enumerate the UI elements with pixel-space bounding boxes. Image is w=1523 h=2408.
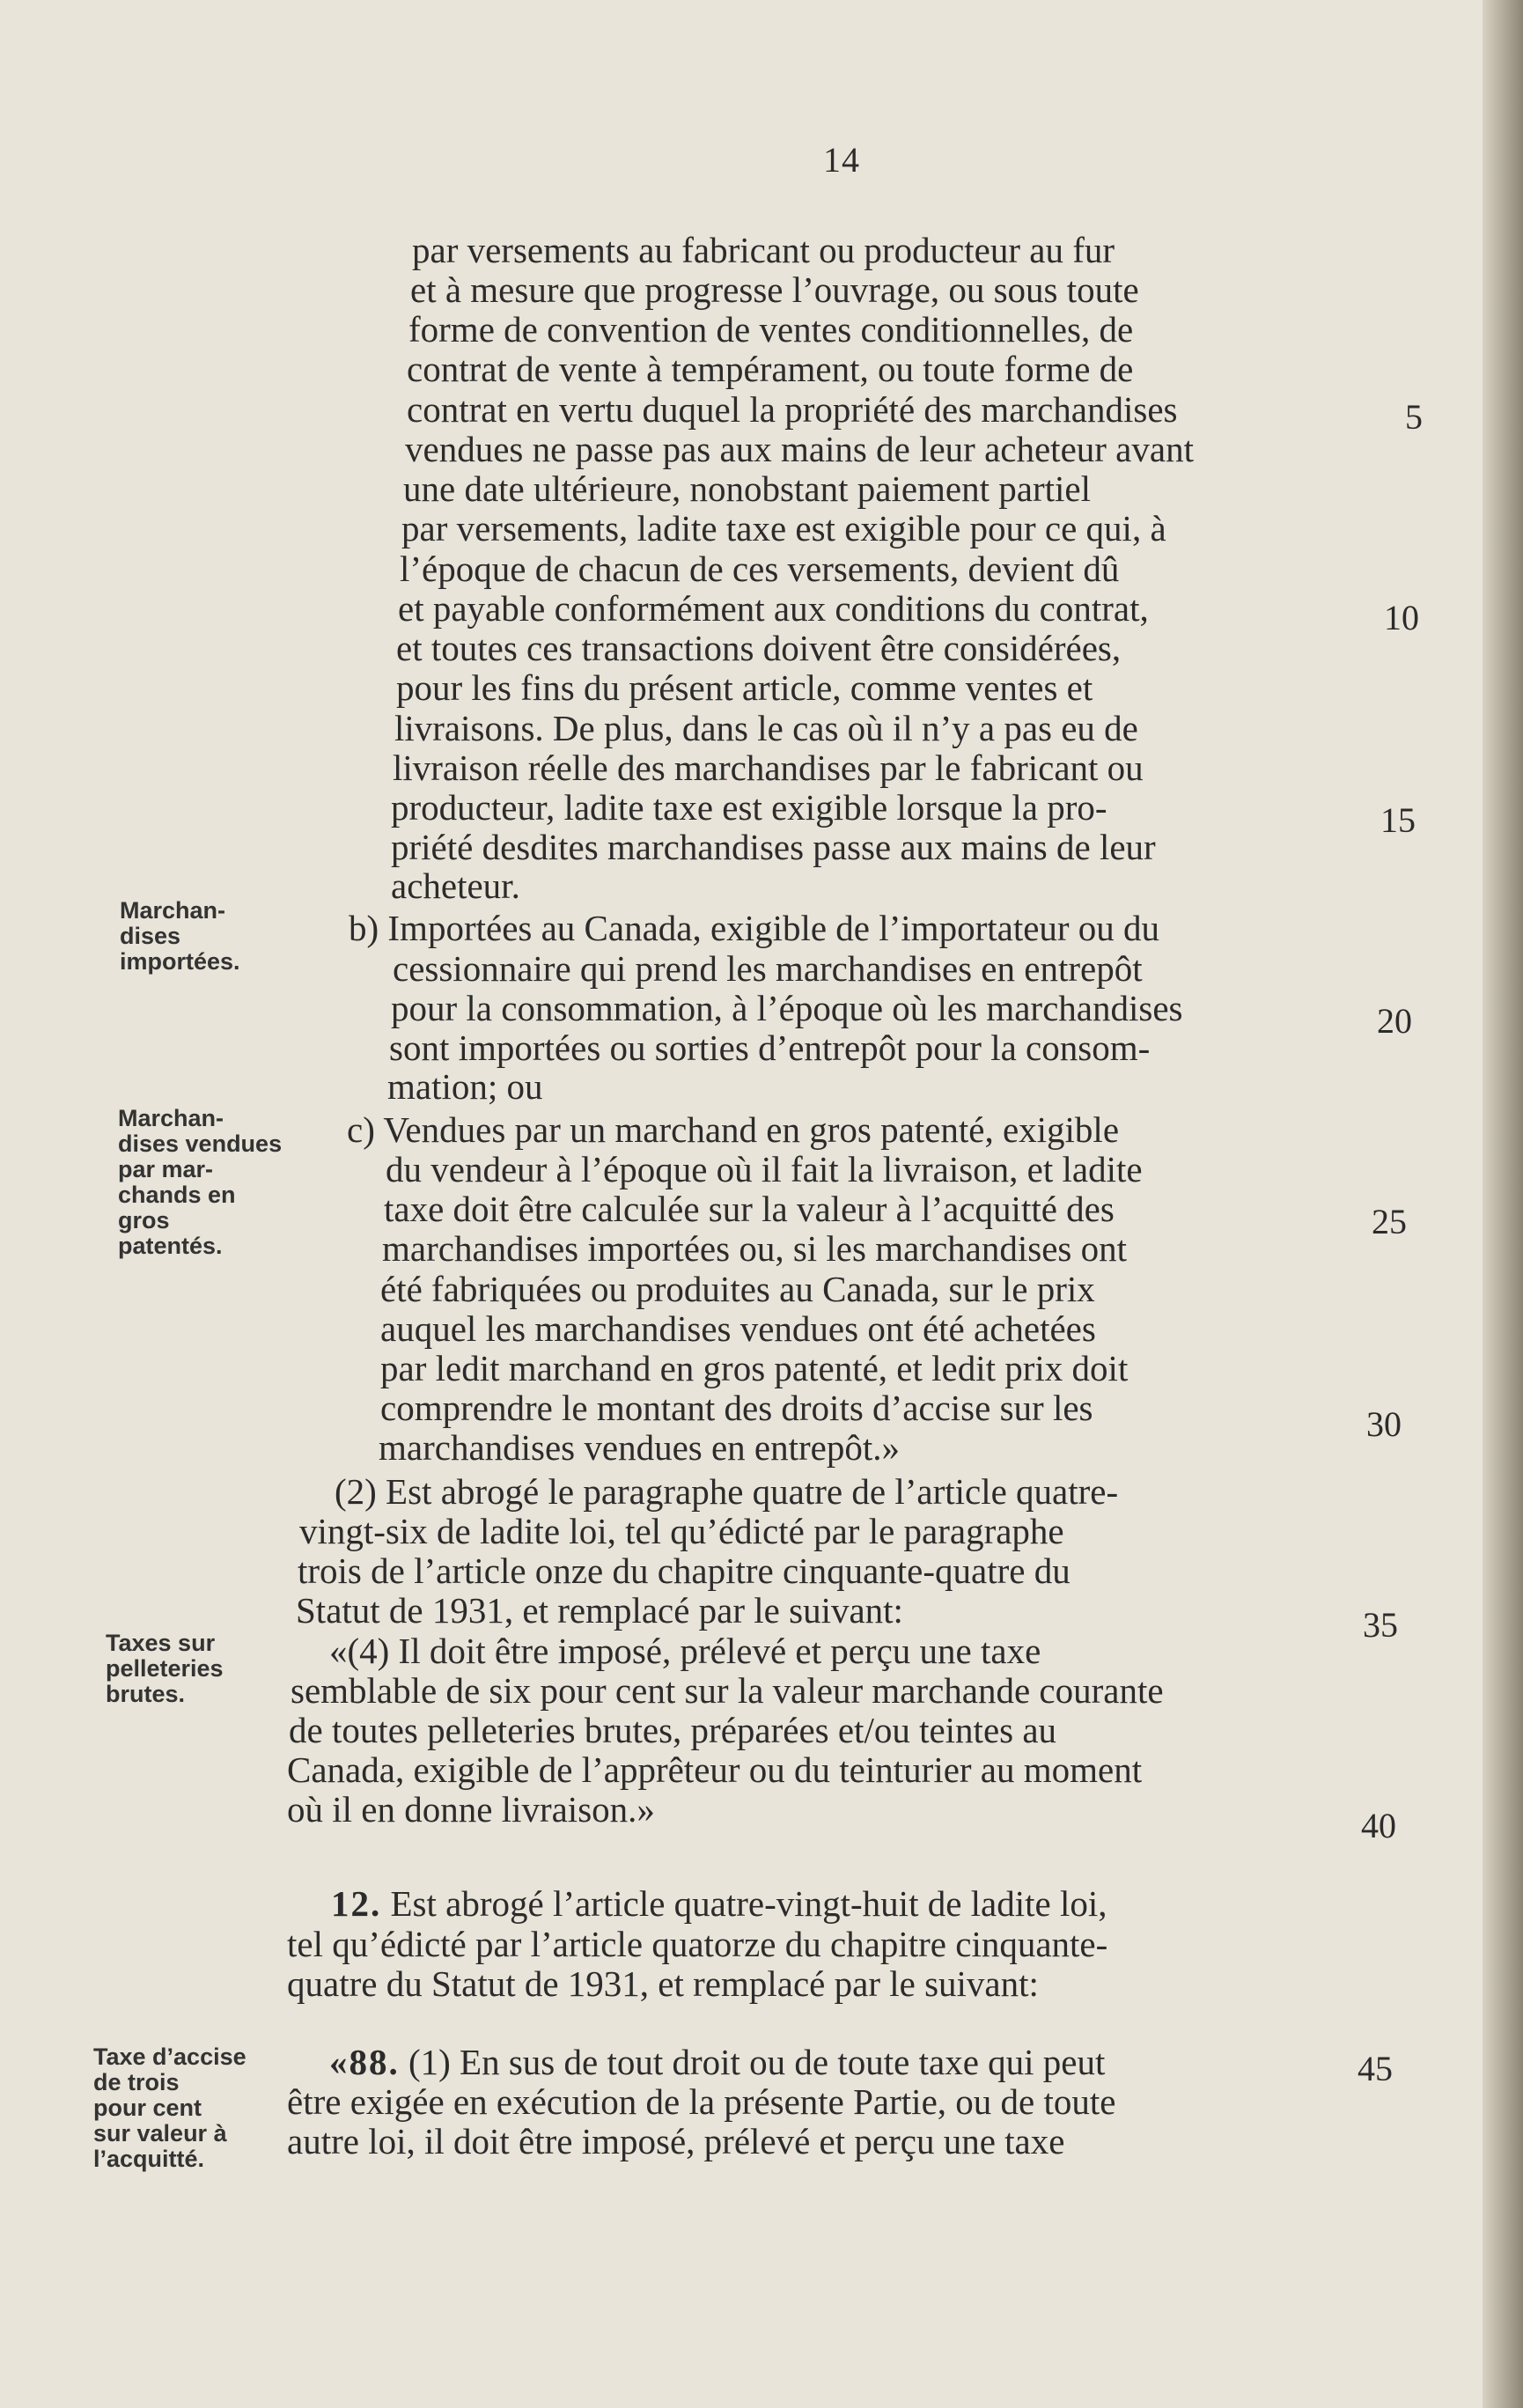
text-line: être exigée en exécution de la présente Partie, ou de toute bbox=[287, 2081, 1116, 2122]
text-line: mation; ou bbox=[387, 1066, 543, 1107]
line-number: 5 bbox=[1405, 397, 1423, 437]
line-number: 35 bbox=[1363, 1605, 1398, 1645]
line-number: 25 bbox=[1372, 1202, 1407, 1241]
text-line: Canada, exigible de l’apprêteur ou du teinturier au moment bbox=[287, 1749, 1143, 1790]
text-line: (2) Est abrogé le paragraphe quatre de l’article quatre- bbox=[335, 1471, 1119, 1512]
text-line: taxe doit être calculée sur la valeur à l’acquitté des bbox=[384, 1189, 1115, 1229]
margin-note-line: importées. bbox=[120, 948, 240, 975]
text-line: auquel les marchandises vendues ont été achetées bbox=[380, 1308, 1096, 1349]
text-line: du vendeur à l’époque où il fait la livraison, et ladite bbox=[386, 1149, 1143, 1189]
text-line: pour la consommation, à l’époque où les marchandises bbox=[391, 988, 1183, 1028]
margin-note-line: pour cent bbox=[93, 2095, 202, 2121]
text-line: Statut de 1931, et remplacé par le suivant: bbox=[296, 1590, 903, 1631]
text-line: l’époque de chacun de ces versements, devient dû bbox=[400, 549, 1120, 589]
margin-note-line: par mar- bbox=[118, 1156, 214, 1182]
text-line: marchandises importées ou, si les marchandises ont bbox=[382, 1228, 1127, 1269]
line-number: 40 bbox=[1361, 1806, 1396, 1845]
text-line: vendues ne passe pas aux mains de leur acheteur avant bbox=[405, 429, 1194, 469]
text-line: acheteur. bbox=[391, 865, 520, 906]
margin-note-imported-goods bbox=[120, 898, 240, 975]
text-line: par versements au fabricant ou producteur au fur bbox=[412, 230, 1115, 270]
text-line: comprendre le montant des droits d’accise sur les bbox=[380, 1388, 1093, 1428]
text-line: «(4) Il doit être imposé, prélevé et perçu une taxe bbox=[329, 1631, 1041, 1671]
margin-note-wholesale-goods bbox=[118, 1106, 282, 1259]
page-number: 14 bbox=[823, 140, 860, 180]
margin-note-line: Taxe d’accise bbox=[93, 2043, 246, 2070]
text-line: et toutes ces transactions doivent être considérées, bbox=[396, 628, 1122, 668]
text-line: forme de convention de ventes conditionnelles, de bbox=[408, 309, 1134, 350]
text-line: de toutes pelleteries brutes, préparées et/ou teintes au bbox=[289, 1710, 1057, 1750]
section-text: (1) En sus de tout droit ou de toute taxe qui peut bbox=[408, 2042, 1106, 2082]
line-number: 45 bbox=[1357, 2049, 1393, 2088]
margin-note-raw-furs bbox=[106, 1631, 224, 1707]
margin-note-line: Taxes sur bbox=[106, 1630, 216, 1656]
text-line: vingt-six de ladite loi, tel qu’édicté par le paragraphe bbox=[299, 1511, 1064, 1551]
text-line: été fabriquées ou produites au Canada, sur le prix bbox=[380, 1269, 1095, 1309]
text-line: semblable de six pour cent sur la valeur marchande courante bbox=[291, 1670, 1164, 1711]
margin-note-line: gros bbox=[118, 1207, 170, 1233]
margin-note-line: pelleteries bbox=[106, 1655, 224, 1682]
text-line: trois de l’article onze du chapitre cinquante-quatre du bbox=[298, 1550, 1071, 1591]
margin-note-excise-tax bbox=[93, 2044, 246, 2172]
text-line: c) Vendues par un marchand en gros patenté, exigible bbox=[347, 1109, 1120, 1150]
text-line: autre loi, il doit être imposé, prélevé et perçu une taxe bbox=[287, 2121, 1065, 2161]
text-line: et à mesure que progresse l’ouvrage, ou sous toute bbox=[410, 269, 1139, 310]
text-line: par versements, ladite taxe est exigible pour ce qui, à bbox=[401, 508, 1166, 549]
text-line: par ledit marchand en gros patenté, et ledit prix doit bbox=[380, 1348, 1129, 1388]
text-line: et payable conformément aux conditions du contrat, bbox=[398, 588, 1149, 629]
text-line: contrat de vente à tempérament, ou toute forme de bbox=[407, 349, 1134, 389]
line-number: 10 bbox=[1384, 598, 1419, 637]
text-line-section-12 bbox=[331, 1884, 1107, 1923]
text-line: livraisons. De plus, dans le cas où il n’y a pas eu de bbox=[394, 708, 1138, 748]
line-number: 30 bbox=[1366, 1404, 1402, 1444]
text-line: marchandises vendues en entrepôt.» bbox=[379, 1427, 901, 1468]
text-line: où il en donne livraison.» bbox=[287, 1789, 655, 1830]
text-line: sont importées ou sorties d’entrepôt pour la consom- bbox=[389, 1027, 1151, 1068]
text-line: quatre du Statut de 1931, et remplacé par le suivant: bbox=[287, 1963, 1039, 2004]
text-line: livraison réelle des marchandises par le fabricant ou bbox=[393, 747, 1144, 788]
text-line: priété desdites marchandises passe aux mains de leur bbox=[391, 827, 1156, 867]
margin-note-line: chands en bbox=[118, 1182, 236, 1208]
margin-note-line: dises bbox=[120, 923, 181, 949]
margin-note-line: brutes. bbox=[106, 1681, 186, 1707]
text-line: producteur, ladite taxe est exigible lorsque la pro- bbox=[391, 787, 1107, 828]
margin-note-line: de trois bbox=[93, 2069, 180, 2095]
margin-note-line: l’acquitté. bbox=[93, 2146, 205, 2172]
text-line: b) Importées au Canada, exigible de l’importateur ou du bbox=[349, 908, 1160, 948]
section-number: 12. bbox=[331, 1883, 382, 1924]
margin-note-line: Marchan- bbox=[118, 1105, 224, 1131]
margin-note-line: patentés. bbox=[118, 1233, 223, 1259]
section-number: «88. bbox=[329, 2042, 400, 2082]
margin-note-line: sur valeur à bbox=[93, 2120, 227, 2147]
line-number: 20 bbox=[1377, 1001, 1412, 1041]
margin-note-line: dises vendues bbox=[118, 1130, 283, 1157]
text-line: contrat en vertu duquel la propriété des marchandises bbox=[407, 389, 1178, 430]
text-line: tel qu’édicté par l’article quatorze du chapitre cinquante- bbox=[287, 1924, 1108, 1964]
text-line-section-88 bbox=[329, 2043, 1105, 2081]
text-line: une date ultérieure, nonobstant paiement partiel bbox=[403, 468, 1091, 509]
margin-note-line: Marchan- bbox=[120, 897, 226, 924]
line-number: 15 bbox=[1380, 800, 1416, 840]
page-edge bbox=[1483, 0, 1523, 2408]
section-text: Est abrogé l’article quatre-vingt-huit de ladite loi, bbox=[390, 1883, 1107, 1924]
text-line: pour les fins du présent article, comme ventes et bbox=[396, 667, 1093, 708]
text-line: cessionnaire qui prend les marchandises en entrepôt bbox=[393, 948, 1143, 989]
